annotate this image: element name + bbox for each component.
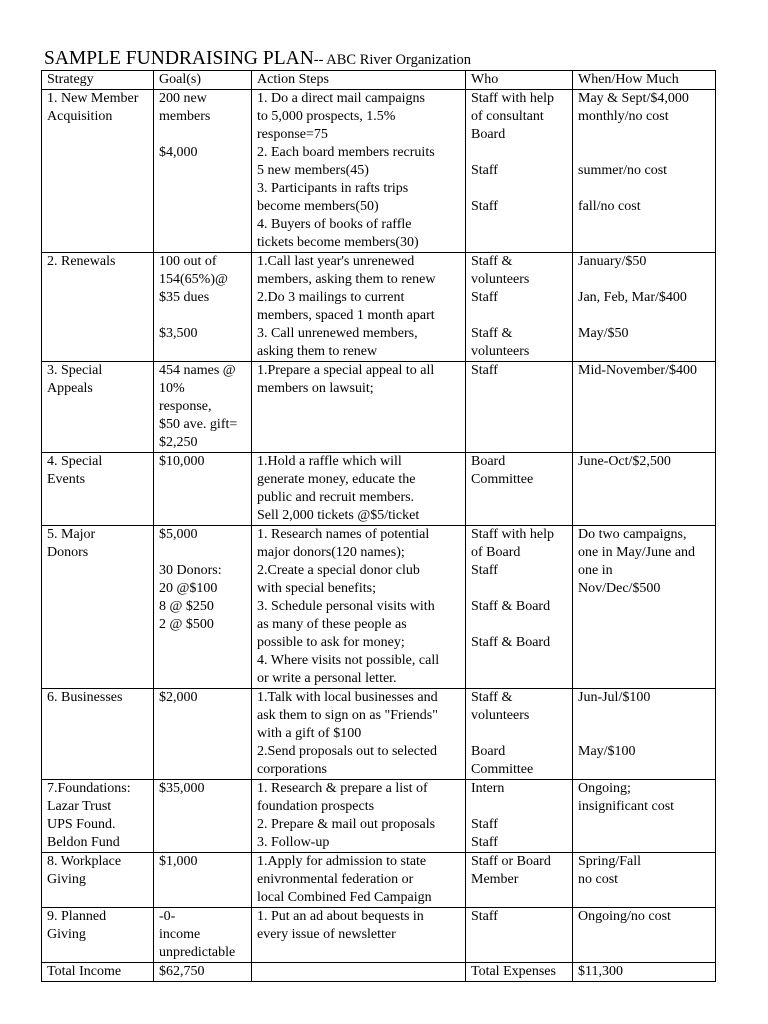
cell-line: foundation prospects: [257, 799, 375, 814]
cell-line: [578, 271, 712, 289]
cell-line: possible to ask for money;: [257, 635, 405, 650]
cell-line: 3. Call unrenewed members,: [257, 326, 418, 341]
cell-line: [471, 180, 569, 198]
strategy-cell: [42, 780, 154, 853]
cell-line: response,: [159, 399, 212, 414]
cell-line: Do two campaigns,: [578, 527, 687, 542]
cell-line: enivronmental federation or: [257, 872, 414, 887]
header-row: [42, 71, 716, 90]
cell-line: income: [159, 927, 201, 942]
action-steps-cell: [252, 780, 466, 853]
cell-line: 200 new: [159, 91, 207, 106]
cell-line: 3. Schedule personal visits with: [257, 599, 435, 614]
cell-line: 100 out of: [159, 254, 217, 269]
cell-line: volunteers: [471, 344, 530, 359]
goals-cell: [154, 253, 252, 362]
table-row: [42, 526, 716, 689]
cell-line: Board: [471, 454, 506, 469]
goals-cell: [154, 526, 252, 689]
cell-line: generate money, educate the: [257, 472, 416, 487]
fundraising-plan-table: [41, 70, 716, 982]
cell-line: of consultant: [471, 109, 544, 124]
cell-line: Sell 2,000 tickets @$5/ticket: [257, 508, 420, 523]
cell-line: 4. Where visits not possible, call: [257, 653, 440, 668]
cell-line: corporations: [257, 762, 327, 777]
cell-line: Staff: [471, 163, 498, 178]
cell-line: with a gift of $100: [257, 726, 362, 741]
who-cell: [466, 362, 573, 453]
cell-line: 1. New Member: [47, 91, 139, 106]
cell-line: response=75: [257, 127, 328, 142]
table-row: [42, 90, 716, 253]
when-how-much-cell: [573, 908, 716, 963]
total-income-label: Total Income: [42, 963, 154, 982]
who-cell: [466, 780, 573, 853]
cell-line: $10,000: [159, 454, 205, 469]
cell-line: Board: [471, 127, 506, 142]
who-cell: [466, 689, 573, 780]
cell-line: 8 @ $250: [159, 599, 214, 614]
cell-line: Giving: [47, 872, 86, 887]
cell-line: fall/no cost: [578, 199, 641, 214]
cell-line: [578, 725, 712, 743]
strategy-cell: [42, 90, 154, 253]
strategy-cell: [42, 453, 154, 526]
cell-line: 4. Special: [47, 454, 103, 469]
table-row: [42, 853, 716, 908]
header-goals: Goal(s): [154, 71, 252, 90]
cell-line: Staff: [471, 363, 498, 378]
cell-line: $5,000: [159, 527, 198, 542]
cell-line: [471, 616, 569, 634]
cell-line: Staff or Board: [471, 854, 551, 869]
who-cell: [466, 908, 573, 963]
strategy-cell: [42, 362, 154, 453]
cell-line: 3. Follow-up: [257, 835, 330, 850]
cell-line: [578, 180, 712, 198]
cell-line: Staff: [471, 835, 498, 850]
goals-cell: [154, 780, 252, 853]
cell-line: major donors(120 names);: [257, 545, 405, 560]
strategy-cell: [42, 908, 154, 963]
strategy-cell: [42, 526, 154, 689]
cell-line: [471, 307, 569, 325]
cell-line: [578, 144, 712, 162]
cell-line: Intern: [471, 781, 505, 796]
cell-line: one in: [578, 563, 613, 578]
cell-line: Donors: [47, 545, 89, 560]
table-row: [42, 908, 716, 963]
cell-line: Staff &: [471, 326, 513, 341]
cell-line: of Board: [471, 545, 521, 560]
cell-line: 2.Send proposals out to selected: [257, 744, 438, 759]
cell-line: Member: [471, 872, 519, 887]
action-steps-cell: [252, 526, 466, 689]
cell-line: Staff: [471, 563, 498, 578]
cell-line: monthly/no cost: [578, 109, 669, 124]
cell-line: -0-: [159, 909, 176, 924]
cell-line: $1,000: [159, 854, 198, 869]
when-how-much-cell: [573, 853, 716, 908]
cell-line: Staff: [471, 199, 498, 214]
cell-line: [471, 144, 569, 162]
action-steps-cell: [252, 90, 466, 253]
cell-line: 2.Create a special donor club: [257, 563, 420, 578]
cell-line: Committee: [471, 762, 534, 777]
action-steps-cell: [252, 253, 466, 362]
cell-line: Ongoing/no cost: [578, 909, 671, 924]
when-how-much-cell: [573, 453, 716, 526]
header-action-steps: Action Steps: [252, 71, 466, 90]
cell-line: Spring/Fall: [578, 854, 642, 869]
cell-line: members, spaced 1 month apart: [257, 308, 435, 323]
cell-line: 6. Businesses: [47, 690, 123, 705]
cell-line: 454 names @: [159, 363, 236, 378]
total-income-value: $62,750: [154, 963, 252, 982]
cell-line: 2. Renewals: [47, 254, 116, 269]
cell-line: members: [159, 109, 211, 124]
total-expenses-value: $11,300: [573, 963, 716, 982]
cell-line: UPS Found.: [47, 817, 116, 832]
cell-line: 1.Prepare a special appeal to all: [257, 363, 435, 378]
cell-line: or write a personal letter.: [257, 671, 397, 686]
goals-cell: [154, 453, 252, 526]
when-how-much-cell: [573, 362, 716, 453]
cell-line: [471, 580, 569, 598]
who-cell: [466, 90, 573, 253]
cell-line: local Combined Fed Campaign: [257, 890, 432, 905]
when-how-much-cell: [573, 253, 716, 362]
cell-line: Lazar Trust: [47, 799, 112, 814]
cell-line: Appeals: [47, 381, 93, 396]
cell-line: Staff: [471, 909, 498, 924]
action-steps-cell: [252, 362, 466, 453]
total-expenses-label: Total Expenses: [466, 963, 573, 982]
cell-line: Jun-Jul/$100: [578, 690, 651, 705]
action-steps-cell: [252, 453, 466, 526]
cell-line: [578, 126, 712, 144]
cell-line: 2 @ $500: [159, 617, 214, 632]
cell-line: 5 new members(45): [257, 163, 369, 178]
cell-line: 8. Workplace: [47, 854, 122, 869]
cell-line: $50 ave. gift=: [159, 417, 238, 432]
goals-cell: [154, 689, 252, 780]
cell-line: 10%: [159, 381, 185, 396]
cell-line: Staff &: [471, 254, 513, 269]
cell-line: with special benefits;: [257, 581, 376, 596]
title-main: SAMPLE FUNDRAISING PLAN: [44, 48, 314, 69]
table-row: [42, 253, 716, 362]
cell-line: Staff: [471, 817, 498, 832]
cell-line: 2.Do 3 mailings to current: [257, 290, 405, 305]
cell-line: [578, 707, 712, 725]
cell-line: 1.Hold a raffle which will: [257, 454, 402, 469]
cell-line: Staff with help: [471, 527, 554, 542]
action-steps-cell: [252, 908, 466, 963]
goals-cell: [154, 908, 252, 963]
cell-line: January/$50: [578, 254, 647, 269]
cell-line: become members(50): [257, 199, 379, 214]
cell-line: 20 @$100: [159, 581, 218, 596]
cell-line: [159, 126, 248, 144]
cell-line: Beldon Fund: [47, 835, 120, 850]
cell-line: 1.Call last year's unrenewed: [257, 254, 415, 269]
document-title: [44, 48, 471, 71]
cell-line: 1. Do a direct mail campaigns: [257, 91, 425, 106]
who-cell: [466, 453, 573, 526]
when-how-much-cell: [573, 526, 716, 689]
cell-line: $35,000: [159, 781, 205, 796]
cell-line: 30 Donors:: [159, 563, 222, 578]
cell-line: May/$50: [578, 326, 629, 341]
header-when-how-much: When/How Much: [573, 71, 716, 90]
cell-line: Staff: [471, 290, 498, 305]
who-cell: [466, 253, 573, 362]
cell-line: Staff & Board: [471, 635, 551, 650]
cell-line: Committee: [471, 472, 534, 487]
cell-line: no cost: [578, 872, 619, 887]
cell-line: [578, 307, 712, 325]
title-subtitle: -- ABC River Organization: [313, 52, 471, 68]
when-how-much-cell: [573, 90, 716, 253]
cell-line: volunteers: [471, 708, 530, 723]
cell-line: Staff with help: [471, 91, 554, 106]
cell-line: [159, 307, 248, 325]
when-how-much-cell: [573, 689, 716, 780]
cell-line: Board: [471, 744, 506, 759]
strategy-cell: [42, 689, 154, 780]
cell-line: asking them to renew: [257, 344, 378, 359]
cell-line: May/$100: [578, 744, 636, 759]
action-steps-cell: [252, 853, 466, 908]
cell-line: 3. Participants in rafts trips: [257, 181, 409, 196]
cell-line: $2,000: [159, 690, 198, 705]
table-row: [42, 689, 716, 780]
cell-line: 1.Apply for admission to state: [257, 854, 427, 869]
cell-line: tickets become members(30): [257, 235, 419, 250]
cell-line: Mid-November/$400: [578, 363, 697, 378]
cell-line: Staff & Board: [471, 599, 551, 614]
cell-line: every issue of newsletter: [257, 927, 396, 942]
cell-line: 1. Research names of potential: [257, 527, 430, 542]
cell-line: [159, 544, 248, 562]
cell-line: ask them to sign on as "Friends": [257, 708, 438, 723]
cell-line: June-Oct/$2,500: [578, 454, 671, 469]
cell-line: 1.Talk with local businesses and: [257, 690, 438, 705]
action-steps-cell: [252, 689, 466, 780]
cell-line: members, asking them to renew: [257, 272, 436, 287]
who-cell: [466, 853, 573, 908]
who-cell: [466, 526, 573, 689]
table-body: [42, 90, 716, 963]
cell-line: May & Sept/$4,000: [578, 91, 689, 106]
cell-line: members on lawsuit;: [257, 381, 374, 396]
cell-line: summer/no cost: [578, 163, 668, 178]
cell-line: 3. Special: [47, 363, 103, 378]
cell-line: Nov/Dec/$500: [578, 581, 661, 596]
cell-line: Acquisition: [47, 109, 113, 124]
cell-line: Events: [47, 472, 86, 487]
cell-line: as many of these people as: [257, 617, 407, 632]
cell-line: 2. Prepare & mail out proposals: [257, 817, 436, 832]
cell-line: 1. Research & prepare a list of: [257, 781, 428, 796]
header-who: Who: [466, 71, 573, 90]
cell-line: Ongoing;: [578, 781, 631, 796]
cell-line: 7.Foundations:: [47, 781, 131, 796]
cell-line: 2. Each board members recruits: [257, 145, 435, 160]
cell-line: 9. Planned: [47, 909, 107, 924]
when-how-much-cell: [573, 780, 716, 853]
table-row: [42, 780, 716, 853]
cell-line: $4,000: [159, 145, 198, 160]
cell-line: [471, 725, 569, 743]
cell-line: $3,500: [159, 326, 198, 341]
cell-line: insignificant cost: [578, 799, 675, 814]
strategy-cell: [42, 853, 154, 908]
table-row: [42, 453, 716, 526]
totals-row: [42, 963, 716, 982]
cell-line: 5. Major: [47, 527, 96, 542]
cell-line: 154(65%)@: [159, 272, 228, 287]
cell-line: public and recruit members.: [257, 490, 415, 505]
totals-empty-cell: [252, 963, 466, 982]
strategy-cell: [42, 253, 154, 362]
cell-line: volunteers: [471, 272, 530, 287]
goals-cell: [154, 90, 252, 253]
cell-line: 1. Put an ad about bequests in: [257, 909, 424, 924]
table-row: [42, 362, 716, 453]
cell-line: Staff &: [471, 690, 513, 705]
header-strategy: Strategy: [42, 71, 154, 90]
goals-cell: [154, 362, 252, 453]
cell-line: Jan, Feb, Mar/$400: [578, 290, 687, 305]
cell-line: Giving: [47, 927, 86, 942]
cell-line: one in May/June and: [578, 545, 696, 560]
cell-line: unpredictable: [159, 945, 236, 960]
cell-line: $2,250: [159, 435, 198, 450]
goals-cell: [154, 853, 252, 908]
cell-line: $35 dues: [159, 290, 210, 305]
cell-line: 4. Buyers of books of raffle: [257, 217, 412, 232]
cell-line: to 5,000 prospects, 1.5%: [257, 109, 396, 124]
cell-line: [471, 798, 569, 816]
